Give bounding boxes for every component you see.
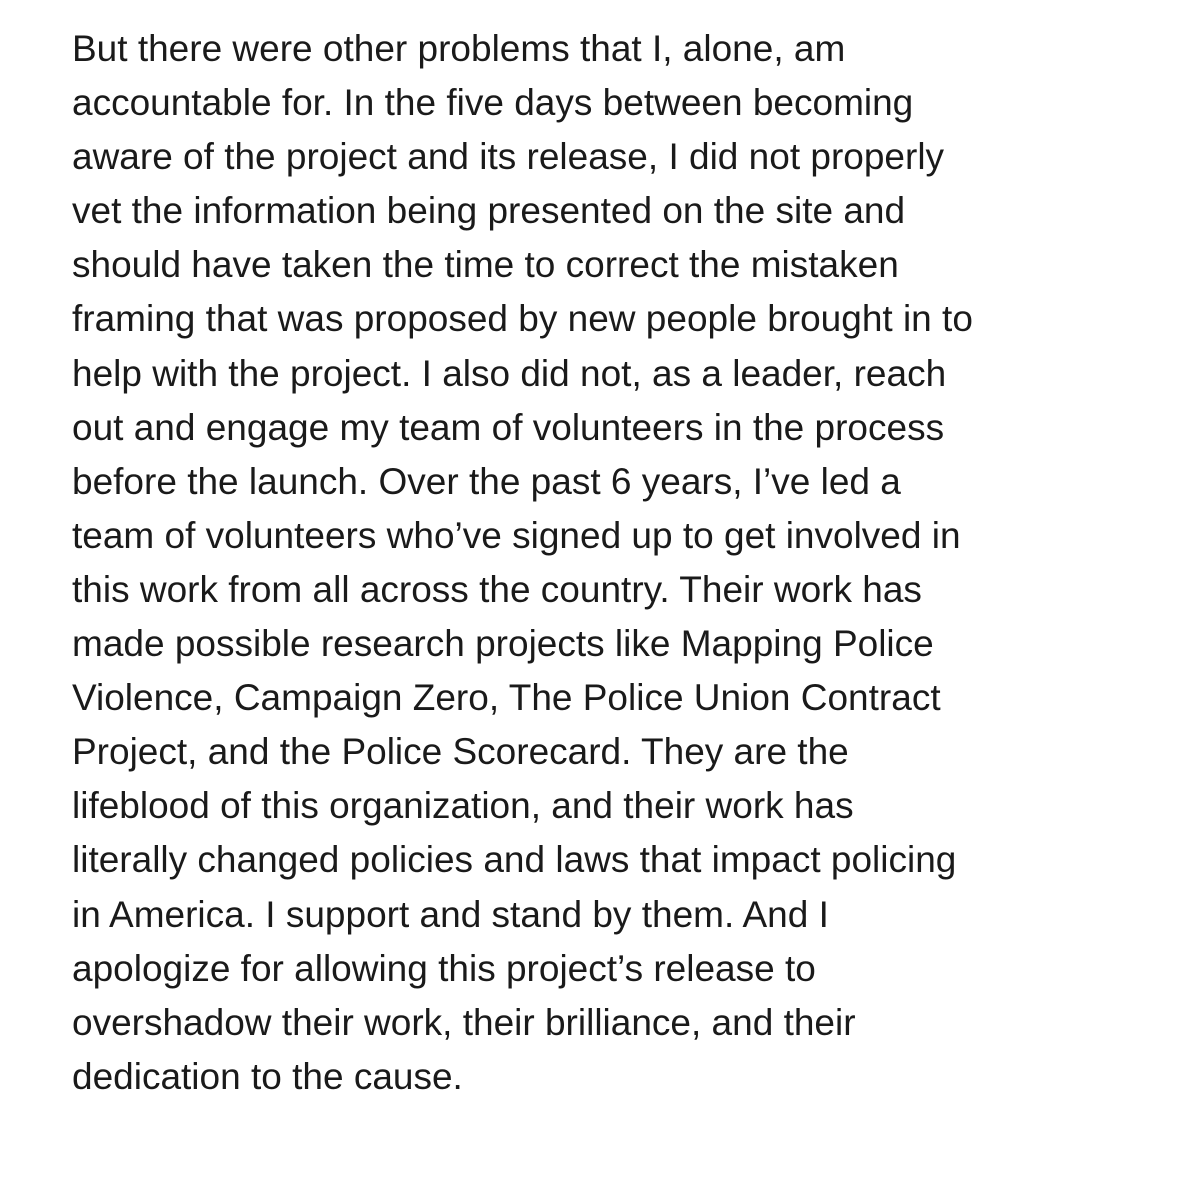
paragraph-line: overshadow their work, their brilliance, and their (72, 1001, 856, 1043)
paragraph-line: made possible research projects like Mapping Police (72, 623, 934, 665)
statement-paragraph (72, 22, 1182, 1104)
paragraph-line: accountable for. In the five days between becoming (72, 82, 914, 124)
paragraph-line: Violence, Campaign Zero, The Police Union Contract (72, 677, 941, 719)
paragraph-line: dedication to the cause. (72, 1055, 463, 1097)
paragraph-line: out and engage my team of volunteers in the process (72, 406, 945, 448)
paragraph-line: in America. I support and stand by them. And I (72, 893, 829, 935)
paragraph-line: apologize for allowing this project’s release to (72, 947, 816, 989)
paragraph-line: Project, and the Police Scorecard. They are the (72, 731, 849, 773)
paragraph-line: aware of the project and its release, I did not properly (72, 136, 945, 178)
paragraph-line: vet the information being presented on the site and (72, 190, 906, 232)
paragraph-line: literally changed policies and laws that impact policing (72, 839, 957, 881)
paragraph-line: framing that was proposed by new people brought in to (72, 298, 973, 340)
paragraph-line: lifeblood of this organization, and their work has (72, 785, 854, 827)
paragraph-line: team of volunteers who’ve signed up to get involved in (72, 514, 961, 556)
paragraph-line: should have taken the time to correct the mistaken (72, 244, 899, 286)
paragraph-line: help with the project. I also did not, as a leader, reach (72, 352, 947, 394)
paragraph-line: this work from all across the country. Their work has (72, 568, 922, 610)
paragraph-line: But there were other problems that I, alone, am (72, 28, 846, 69)
paragraph-line: before the launch. Over the past 6 years, I’ve led a (72, 460, 901, 502)
